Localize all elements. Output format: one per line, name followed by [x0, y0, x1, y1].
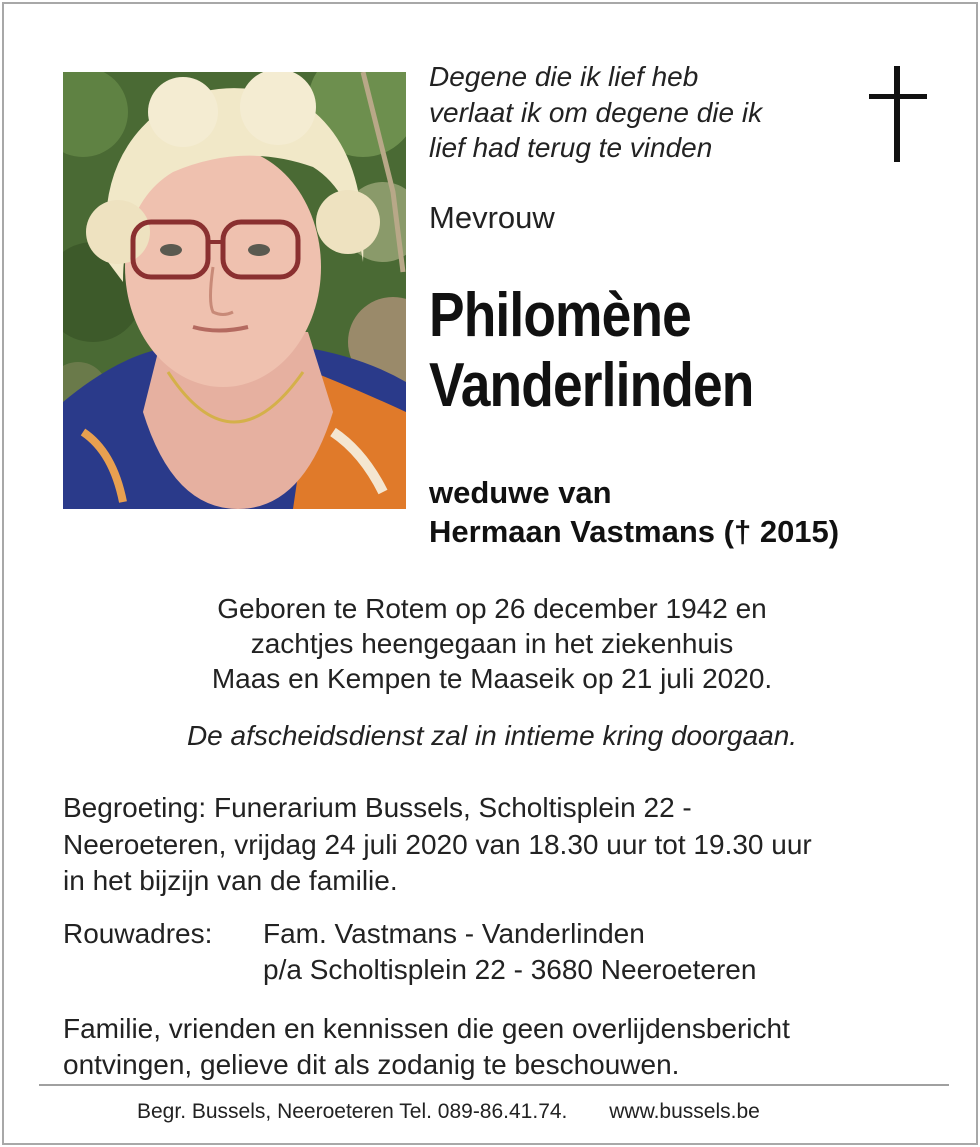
address-line: Fam. Vastmans - Vanderlinden	[263, 918, 645, 949]
first-name: Philomène	[429, 281, 691, 350]
honorific: Mevrouw	[429, 200, 555, 235]
notice-text	[63, 1011, 790, 1082]
born-line: Maas en Kempen te Maaseik op 21 juli 2020.	[211, 663, 773, 694]
widow-label: weduwe van	[429, 475, 612, 510]
quote-line: Degene die ik lief heb	[429, 61, 699, 92]
footer-divider	[39, 1084, 949, 1086]
born-line: Geboren te Rotem op 26 december 1942 en	[217, 593, 767, 624]
cross-icon	[869, 66, 927, 162]
obituary-card	[2, 2, 978, 1145]
spouse-name: Hermaan Vastmans († 2015)	[429, 514, 840, 549]
notice-line: ontvingen, gelieve dit als zodanig te beschouwen.	[63, 1048, 680, 1080]
notice-line: Familie, vrienden en kennissen die geen overlijdensbericht	[63, 1013, 790, 1044]
funeral-home-contact: Begr. Bussels, Neeroeteren Tel. 089-86.41.74.	[137, 1100, 568, 1123]
visitation-line: Begroeting: Funerarium Bussels, Scholtisplein 22 -	[63, 792, 692, 823]
visitation-line: Neeroeteren, vrijdag 24 juli 2020 van 18.30 uur tot 19.30 uur	[63, 828, 812, 860]
visitation-info	[63, 790, 812, 900]
address-label: Rouwadres:	[63, 918, 213, 949]
born-line: zachtjes heengegaan in het ziekenhuis	[250, 628, 734, 659]
birth-death-info	[4, 591, 980, 696]
last-name: Vanderlinden	[429, 351, 754, 420]
footer	[137, 1100, 760, 1124]
spouse-info	[429, 473, 839, 551]
website-link[interactable]: www.bussels.be	[609, 1100, 760, 1123]
portrait-photo	[63, 72, 406, 509]
memorial-quote	[429, 59, 762, 166]
farewell-note: De afscheidsdienst zal in intieme kring doorgaan.	[186, 720, 798, 751]
visitation-line: in het bijzijn van de familie.	[63, 865, 398, 896]
quote-line: verlaat ik om degene die ik	[429, 96, 763, 128]
deceased-name	[429, 281, 754, 421]
quote-line: lief had terug te vinden	[429, 132, 713, 163]
address-line: p/a Scholtisplein 22 - 3680 Neeroeteren	[263, 954, 757, 985]
